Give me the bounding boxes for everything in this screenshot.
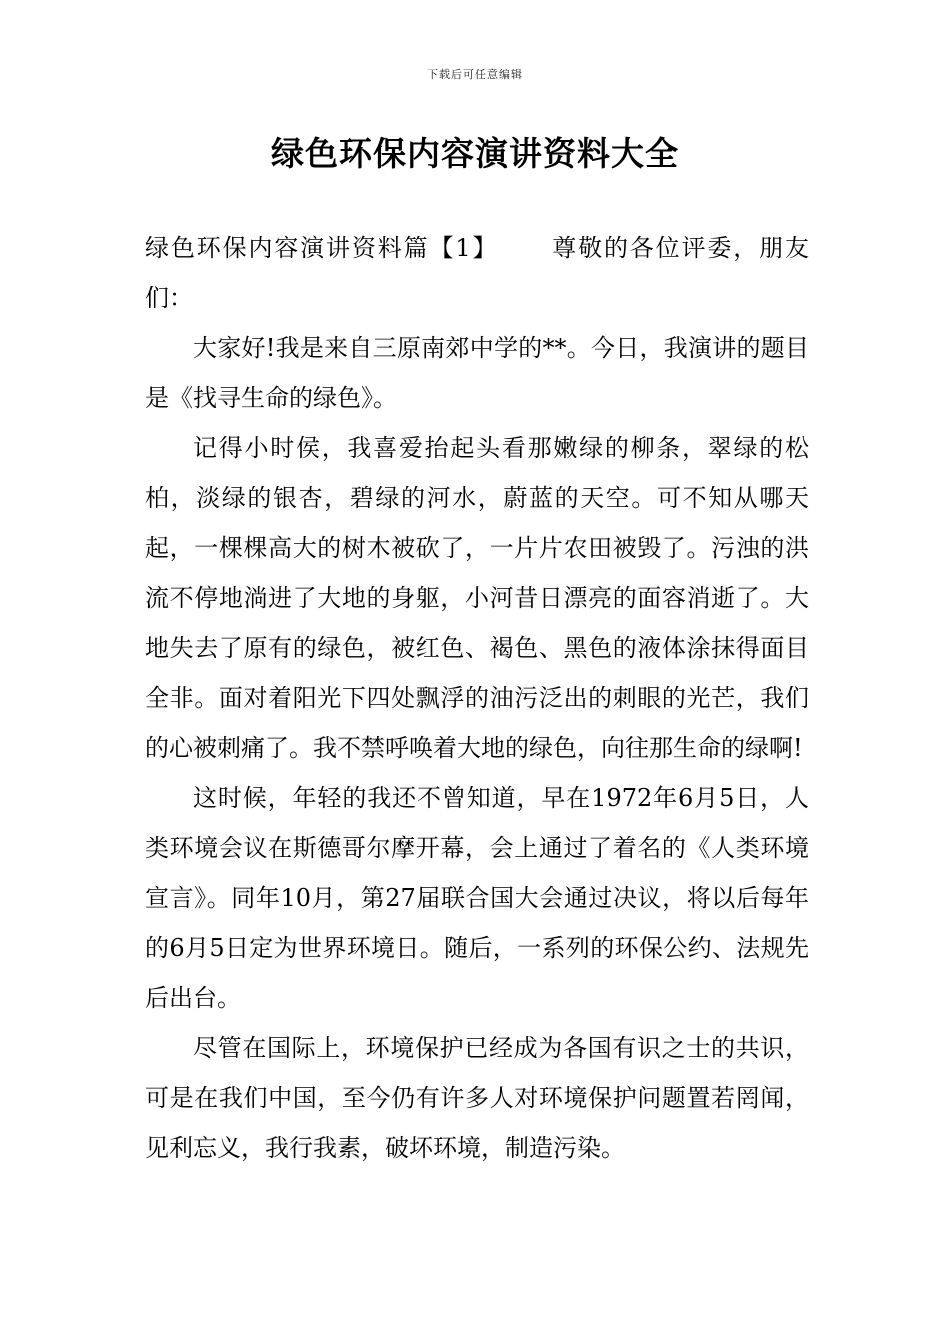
paragraph-current-situation: 尽管在国际上，环境保护已经成为各国有识之士的共识，可是在我们中国，至今仍有许多人对环境保护问题置若罔闻，见利忘义，我行我素，破坏环境，制造污染。 [145,1034,809,1162]
paragraph-greeting: 大家好!我是来自三原南郊中学的**。今日，我演讲的题目是《找寻生命的绿色》。 [145,334,809,412]
salutation: 尊敬的各位评委，朋友们： [145,234,809,312]
paragraph-environment-day: 这时候，年轻的我还不曾知道，早在1972年6月5日，人类环境会议在斯德哥尔摩开幕，会上通过了着名的《人类环境宣言》。同年10月，第27届联合国大会通过决议，将以后每年的6月5日定为世界环境日。随后，一系列的环保公约、法规先后出台。 [145,784,809,1012]
document-body [145,223,809,1173]
header-note: 下载后可任意编辑 [427,68,523,81]
document-title: 绿色环保内容演讲资料大全 [271,134,679,173]
section-heading: 绿色环保内容演讲资料篇【1】 [145,234,499,262]
opening-paragraph [145,223,809,323]
paragraph-childhood-memory: 记得小时侯，我喜爱抬起头看那嫩绿的柳条，翠绿的松柏，淡绿的银杏，碧绿的河水，蔚蓝的天空。可不知从哪天起，一棵棵高大的树木被砍了，一片片农田被毁了。污浊的洪流不停地淌进了大地的身躯，小河昔日漂亮的面容消逝了。大地失去了原有的绿色，被红色、褐色、黑色的液体涂抹得面目全非。面对着阳光下四处飘浮的油污泛出的刺眼的光芒，我们的心被刺痛了。我不禁呼唤着大地的绿色，向往那生命的绿啊! [145,434,809,762]
